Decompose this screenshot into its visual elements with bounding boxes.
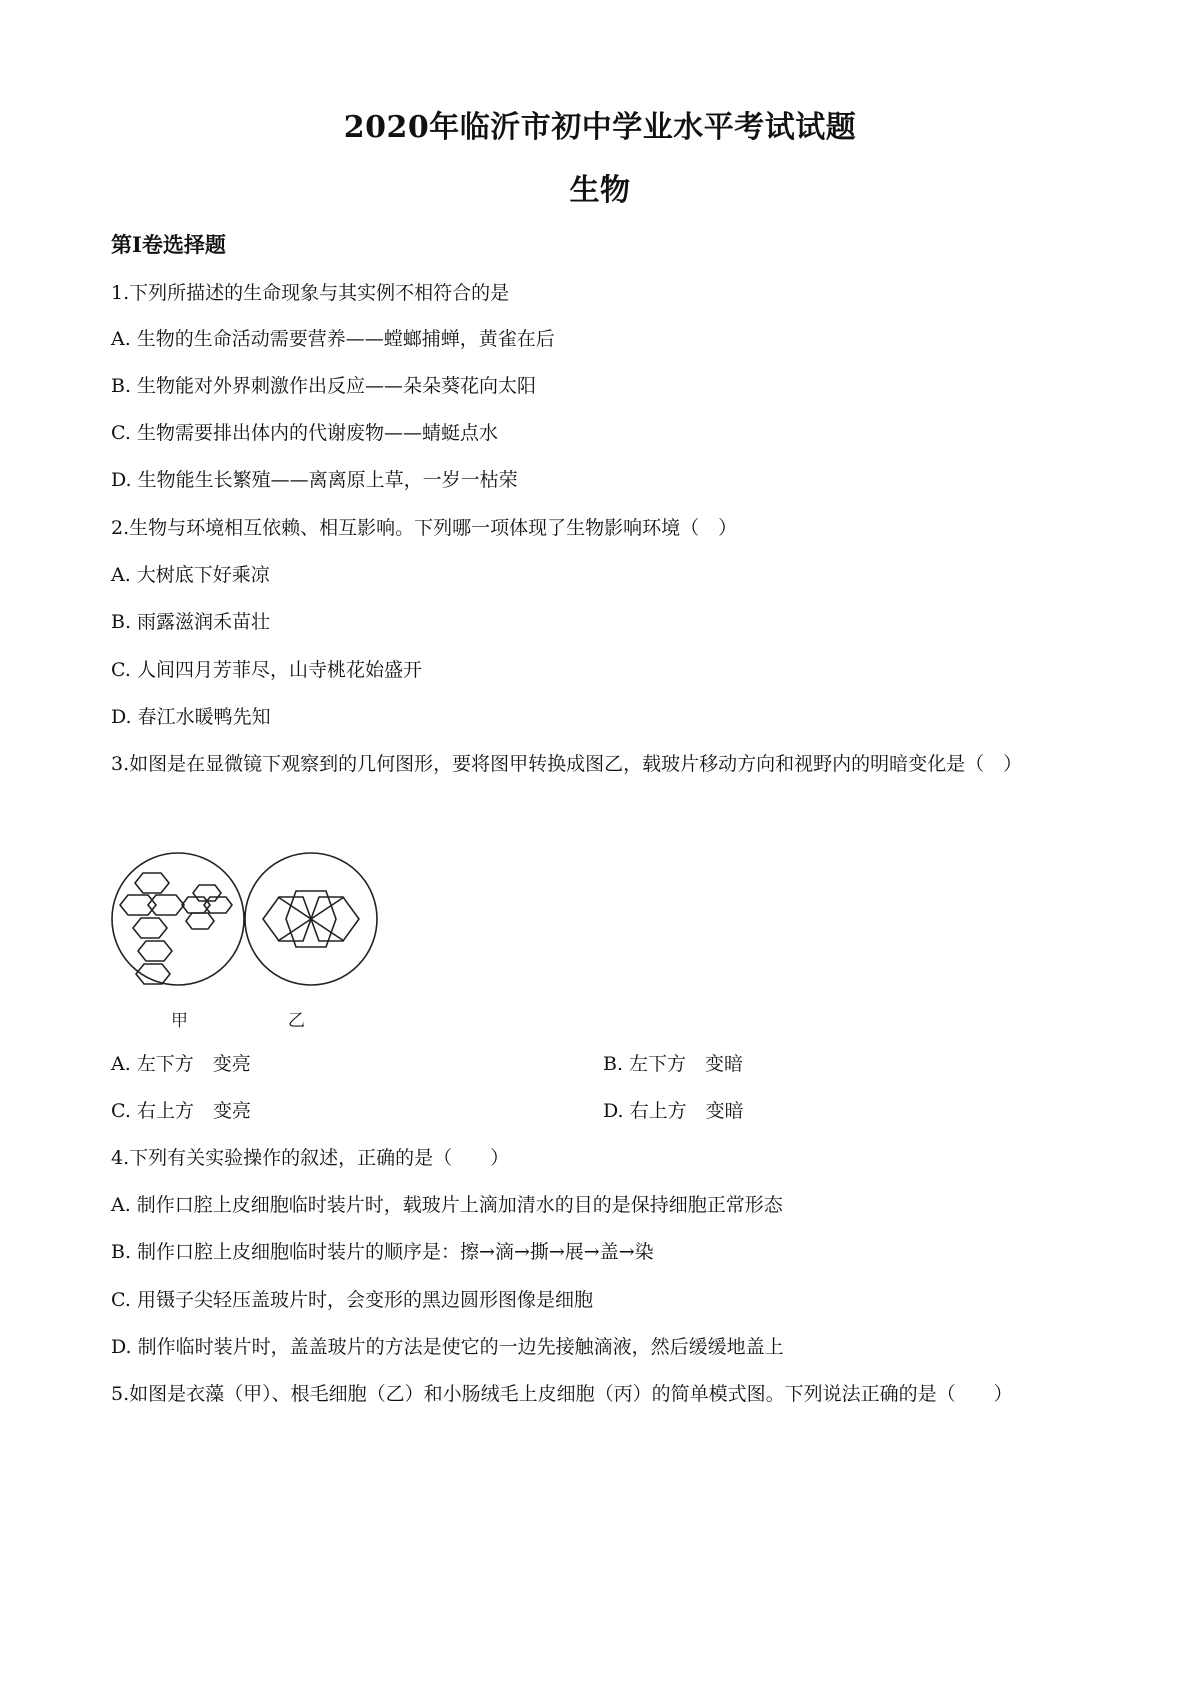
question-4-option-d: D. 制作临时装片时，盖盖玻片的方法是使它的一边先接触滴液，然后缓缓地盖上 — [111, 1336, 784, 1358]
question-5-stem: 5.如图是衣藻（甲）、根毛细胞（乙）和小肠绒毛上皮细胞（丙）的简单模式图。下列说法正确的是（ ） — [111, 1383, 1013, 1405]
section-heading: 第Ⅰ卷选择题 — [111, 232, 226, 257]
question-4-stem: 4.下列有关实验操作的叙述，正确的是（ ） — [111, 1147, 510, 1169]
question-4-option-c: C. 用镊子尖轻压盖玻片时，会变形的黑边圆形图像是细胞 — [111, 1289, 593, 1311]
hexagon-shape — [193, 885, 221, 901]
question-1-option-d: D. 生物能生长繁殖——离离原上草，一岁一枯荣 — [111, 469, 518, 491]
question-3-stem: 3.如图是在显微镜下观察到的几何图形，要将图甲转换成图乙，载玻片移动方向和视野内的明暗变化是（ ） — [111, 753, 1023, 775]
hexagon-shape — [138, 941, 172, 961]
question-3-option-a: A. 左下方 变亮 — [111, 1053, 251, 1075]
hexagon-shape — [135, 873, 169, 893]
hexagon-shape — [120, 895, 156, 915]
hexagon-shape — [133, 918, 167, 938]
figure-label-jia: 甲 — [171, 1011, 188, 1031]
question-2-option-d: D. 春江水暖鸭先知 — [111, 706, 271, 728]
question-1-option-b: B. 生物能对外界刺激作出反应——朵朵葵花向太阳 — [111, 375, 537, 397]
question-1-option-c: C. 生物需要排出体内的代谢废物——蜻蜓点水 — [111, 422, 498, 444]
hexagon-shape — [204, 897, 232, 913]
subject-title: 生物 — [569, 173, 631, 208]
figure-label-yi: 乙 — [288, 1011, 305, 1031]
exam-title: 2020年临沂市初中学业水平考试试题 — [343, 110, 857, 145]
question-1-option-a: A. 生物的生命活动需要营养——螳螂捕蝉，黄雀在后 — [111, 328, 555, 350]
question-2-option-a: A. 大树底下好乘凉 — [111, 564, 270, 586]
question-2-option-b: B. 雨露滋润禾苗壮 — [111, 611, 271, 633]
hexagon-shape — [186, 913, 214, 929]
question-3-option-d: D. 右上方 变暗 — [603, 1100, 744, 1122]
question-3-option-c: C. 右上方 变亮 — [111, 1100, 251, 1122]
hexagon-shape — [148, 895, 184, 915]
question-4-option-a: A. 制作口腔上皮细胞临时装片时，载玻片上滴加清水的目的是保持细胞正常形态 — [111, 1194, 783, 1216]
question-2-stem: 2.生物与环境相互依赖、相互影响。下列哪一项体现了生物影响环境（ ） — [111, 517, 738, 539]
question-1-stem: 1.下列所描述的生命现象与其实例不相符合的是 — [111, 282, 510, 304]
question-4-option-b: B. 制作口腔上皮细胞临时装片的顺序是：擦→滴→撕→展→盖→染 — [111, 1241, 654, 1263]
field-jia-circle — [112, 853, 244, 985]
microscope-figure — [108, 845, 392, 1035]
question-2-option-c: C. 人间四月芳菲尽，山寺桃花始盛开 — [111, 659, 422, 681]
question-3-option-b: B. 左下方 变暗 — [603, 1053, 744, 1075]
microscope-figure-svg — [108, 845, 392, 1035]
hexagon-shape — [182, 897, 210, 913]
